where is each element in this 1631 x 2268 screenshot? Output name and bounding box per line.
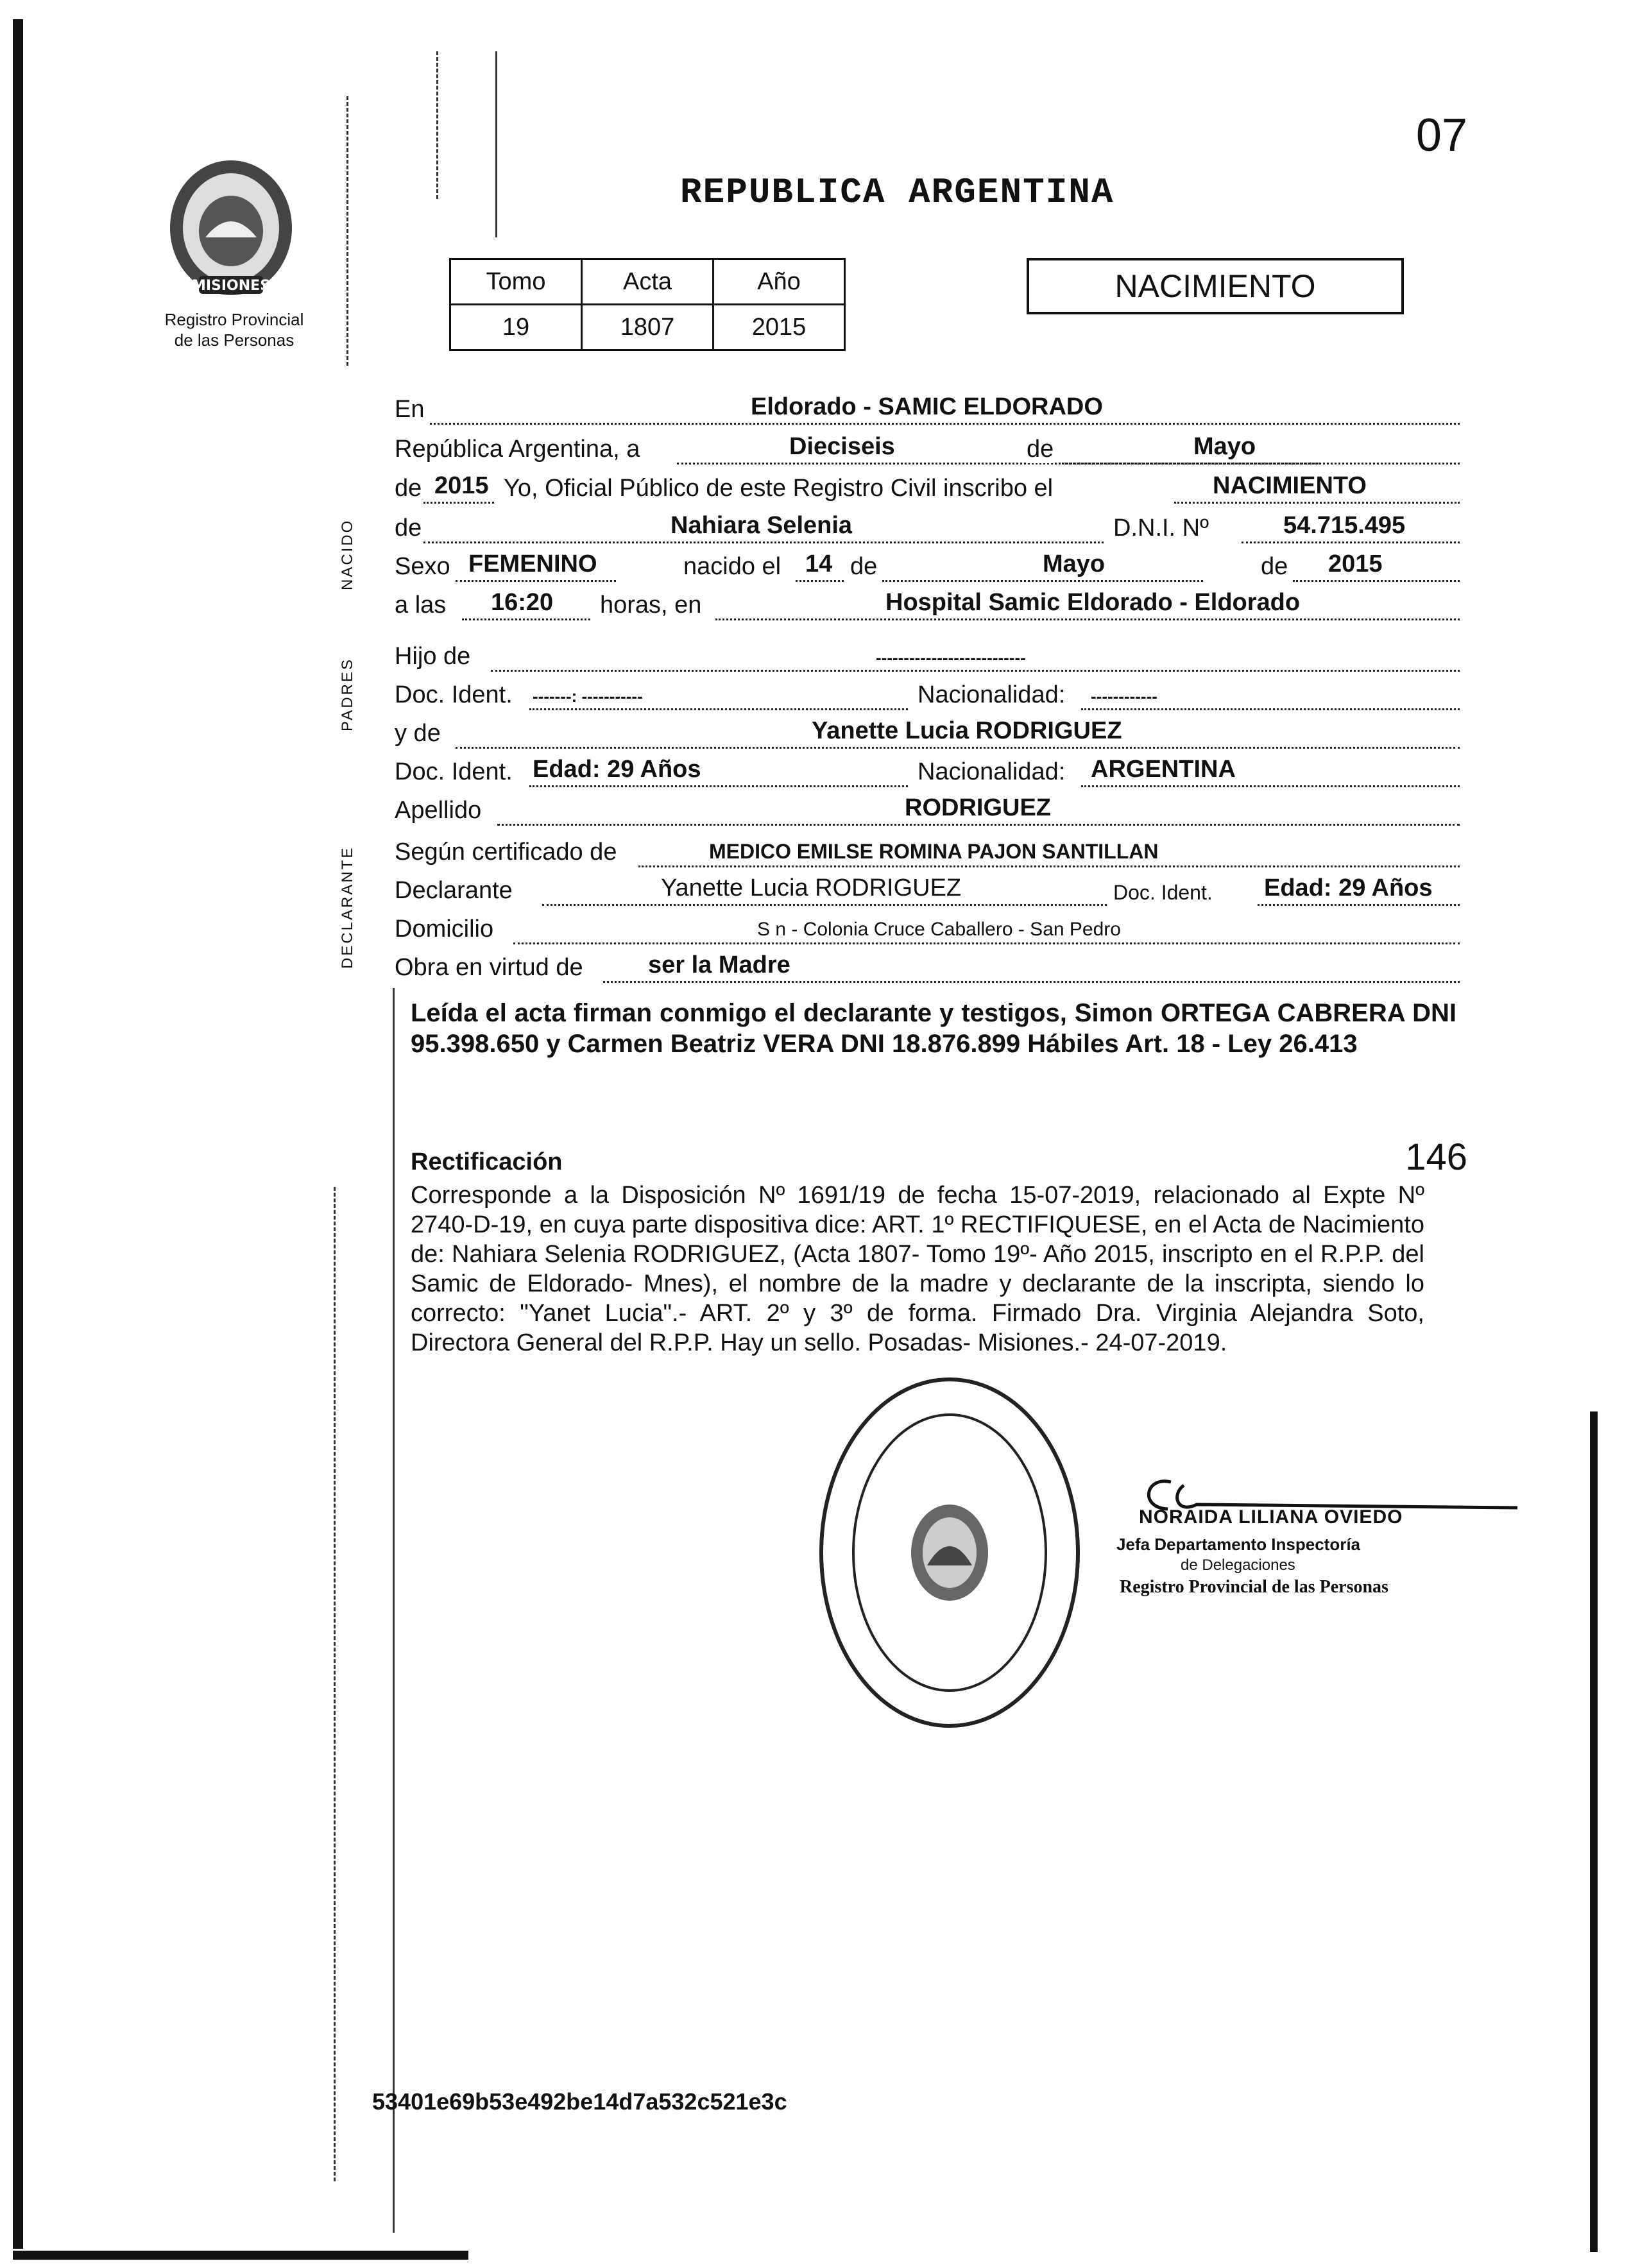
- field-sexo-value: FEMENINO: [468, 550, 597, 577]
- dotted-line: [1258, 904, 1460, 906]
- fold-line: [436, 51, 438, 199]
- left-border: [13, 19, 23, 2249]
- field-anio-value: 2015: [434, 472, 489, 499]
- signer-registry: Registro Provincial de las Personas: [1120, 1577, 1388, 1597]
- field-doc1: [395, 677, 1460, 713]
- field-yde-label: y de: [395, 720, 441, 747]
- right-border: [1590, 1411, 1598, 2252]
- field-domicilio: [395, 911, 1460, 947]
- field-segun-label: Según certificado de: [395, 839, 617, 865]
- page-number: 07: [1415, 110, 1467, 161]
- dotted-line: [882, 580, 1203, 582]
- field-hijo: [395, 638, 1460, 674]
- dotted-line: [529, 708, 908, 710]
- dotted-line: [491, 670, 1460, 672]
- document-hash: 53401e69b53e492be14d7a532c521e3c: [372, 2088, 787, 2115]
- field-sexo-label: Sexo: [395, 553, 450, 580]
- registry-label-line-1: Registro Provincial: [164, 310, 304, 329]
- field-obra: [395, 950, 1460, 985]
- field-doc3-value: Edad: 29 Años: [1264, 874, 1433, 901]
- field-horas-label: horas, en: [600, 592, 702, 618]
- field-doc3-label: Doc. Ident.: [1113, 881, 1213, 904]
- record-header-anio: Año: [713, 259, 845, 305]
- field-doc2-value: Edad: 29 Años: [533, 756, 701, 783]
- field-madre: [395, 715, 1460, 751]
- dotted-line: [1174, 502, 1460, 504]
- field-en-value: Eldorado - SAMIC ELDORADO: [751, 393, 1103, 420]
- dotted-line: [796, 580, 844, 582]
- field-dni-value: 54.715.495: [1283, 512, 1406, 539]
- field-de-label: de: [1027, 436, 1054, 463]
- record-value-row: [450, 305, 845, 350]
- fold-line: [495, 51, 497, 237]
- dotted-line: [423, 541, 1104, 543]
- field-dia-value: 14: [805, 550, 833, 577]
- field-en: [395, 391, 1460, 427]
- field-apellido: [395, 792, 1460, 828]
- field-domicilio-label: Domicilio: [395, 916, 494, 942]
- record-header-acta: Acta: [582, 259, 713, 305]
- field-obra-label: Obra en virtud de: [395, 954, 583, 981]
- dotted-line: [456, 580, 616, 582]
- field-hijo-value: ---------------------------: [876, 648, 1026, 667]
- dotted-line: [603, 981, 1460, 983]
- fold-line: [393, 988, 395, 2233]
- field-domicilio-value: S n - Colonia Cruce Caballero - San Pedro: [757, 919, 1121, 940]
- field-obra-value: ser la Madre: [648, 951, 790, 978]
- field-de2-label: de: [395, 475, 422, 502]
- field-anio2-value: 2015: [1328, 550, 1383, 577]
- field-hijo-label: Hijo de: [395, 643, 471, 670]
- field-nacido-label: nacido el: [683, 553, 781, 580]
- side-label-padres: PADRES: [339, 658, 356, 731]
- field-declarante-label: Declarante: [395, 877, 513, 904]
- field-nac1-value: ------------: [1091, 686, 1157, 706]
- field-apellido-label: Apellido: [395, 797, 482, 824]
- field-segun: [395, 834, 1460, 870]
- fold-line: [346, 96, 348, 366]
- fold-line: [334, 1187, 336, 2181]
- field-hora: [395, 587, 1460, 623]
- official-stamp-icon: [815, 1373, 1084, 1732]
- side-label-declarante: DECLARANTE: [339, 846, 356, 969]
- record-header-row: [450, 259, 845, 305]
- field-doc2: [395, 754, 1460, 790]
- field-segun-value: MEDICO EMILSE ROMINA PAJON SANTILLAN: [709, 840, 1159, 863]
- field-de5-label: de: [1261, 553, 1288, 580]
- svg-text:MISIONES: MISIONES: [191, 278, 271, 294]
- record-anio: 2015: [713, 305, 845, 350]
- dotted-line: [1242, 541, 1460, 543]
- dotted-line: [638, 865, 1460, 867]
- rectificacion-paragraph: Corresponde a la Disposición Nº 1691/19 de fecha 15-07-2019, relacionado al Expte Nº 2740-D-19, en cuya parte dispositiva dice: ART. 1º RECTIFIQUESE, en el Acta de Nacimiento de: Nahiara Selenia RODRIGUEZ, (Acta 1807- Tomo 19º- Año 2015, inscripto en el R.P.P. del Samic de Eldorado- Mnes), el nombre de la madre y declarante de la inscripta, siendo lo correcto: "Yanet Lucia".- ART. 2º y 3º de forma. Firmado Dra. Virginia Alejandra Soto, Directora General del R.P.P. Hay un sello. Posadas- Misiones.- 24-07-2019.: [411, 1182, 1424, 1356]
- field-nombre: [395, 510, 1460, 546]
- field-de4-label: de: [850, 553, 878, 580]
- field-doc1-value: -------: -----------: [533, 686, 643, 706]
- signer-name: NORAIDA LILIANA OVIEDO: [1139, 1506, 1403, 1528]
- field-inscribo-value: NACIMIENTO: [1213, 472, 1367, 499]
- field-anio: [395, 470, 1460, 506]
- field-alas-label: a las: [395, 592, 447, 618]
- dotted-line: [1293, 580, 1460, 582]
- record-header-tomo: Tomo: [450, 259, 582, 305]
- province-seal-icon: [154, 154, 308, 302]
- field-nac2-label: Nacionalidad:: [918, 758, 1066, 785]
- dotted-line: [456, 747, 1460, 749]
- field-hora-value: 16:20: [491, 589, 554, 616]
- field-nombre-value: Nahiara Selenia: [670, 512, 853, 539]
- dotted-line: [513, 942, 1460, 944]
- field-en-label: En: [395, 396, 425, 423]
- dotted-line: [715, 618, 1460, 620]
- signer-department: de Delegaciones: [1181, 1556, 1295, 1574]
- record-type-box: NACIMIENTO: [1027, 258, 1404, 314]
- dotted-line: [542, 904, 1107, 906]
- field-dni-label: D.N.I. Nº: [1113, 515, 1209, 541]
- page-title: REPUBLICA ARGENTINA: [680, 172, 1114, 213]
- field-dia-texto: Dieciseis: [789, 433, 895, 460]
- rectificacion-number: 146: [1405, 1136, 1467, 1178]
- field-de3-label: de: [395, 515, 422, 541]
- side-label-nacido: NACIDO: [339, 518, 356, 590]
- record-table: [449, 258, 846, 351]
- field-nac1-label: Nacionalidad:: [918, 681, 1066, 708]
- field-apellido-value: RODRIGUEZ: [905, 794, 1051, 821]
- dotted-line: [497, 824, 1460, 826]
- field-sexo: [395, 549, 1460, 584]
- leida-paragraph: Leída el acta firman conmigo el declarante y testigos, Simon ORTEGA CABRERA DNI 95.398.650 y Carmen Beatriz VERA DNI 18.876.899 Hábiles Art. 18 - Ley 26.413: [411, 999, 1456, 1058]
- dotted-line: [462, 618, 590, 620]
- record-acta: 1807: [582, 305, 713, 350]
- dotted-line: [430, 423, 1460, 425]
- dotted-line: [423, 502, 494, 504]
- field-mes-value: Mayo: [1193, 433, 1256, 460]
- dotted-line: [1062, 463, 1460, 465]
- registry-label-line-2: de las Personas: [174, 330, 295, 350]
- field-doc2-label: Doc. Ident.: [395, 758, 513, 785]
- dotted-line: [1081, 785, 1460, 787]
- field-yo-text: Yo, Oficial Público de este Registro Civil inscribo el: [504, 475, 1054, 502]
- rectificacion-title: Rectificación: [411, 1148, 563, 1175]
- field-declarante: [395, 873, 1460, 908]
- field-doc1-label: Doc. Ident.: [395, 681, 513, 708]
- dotted-line: [1081, 708, 1460, 710]
- registry-label: [128, 309, 340, 350]
- bottom-border: [13, 2251, 468, 2260]
- field-mes2-value: Mayo: [1043, 550, 1106, 577]
- field-lugar-value: Hospital Samic Eldorado - Eldorado: [885, 589, 1301, 616]
- field-republica: [395, 431, 1460, 467]
- field-madre-value: Yanette Lucia RODRIGUEZ: [812, 717, 1122, 744]
- record-tomo: 19: [450, 305, 582, 350]
- dotted-line: [529, 785, 908, 787]
- field-nac2-value: ARGENTINA: [1091, 756, 1236, 783]
- field-republica-label: República Argentina, a: [395, 436, 640, 463]
- field-declarante-value: Yanette Lucia RODRIGUEZ: [661, 874, 962, 901]
- signer-title: Jefa Departamento Inspectoría: [1116, 1535, 1361, 1554]
